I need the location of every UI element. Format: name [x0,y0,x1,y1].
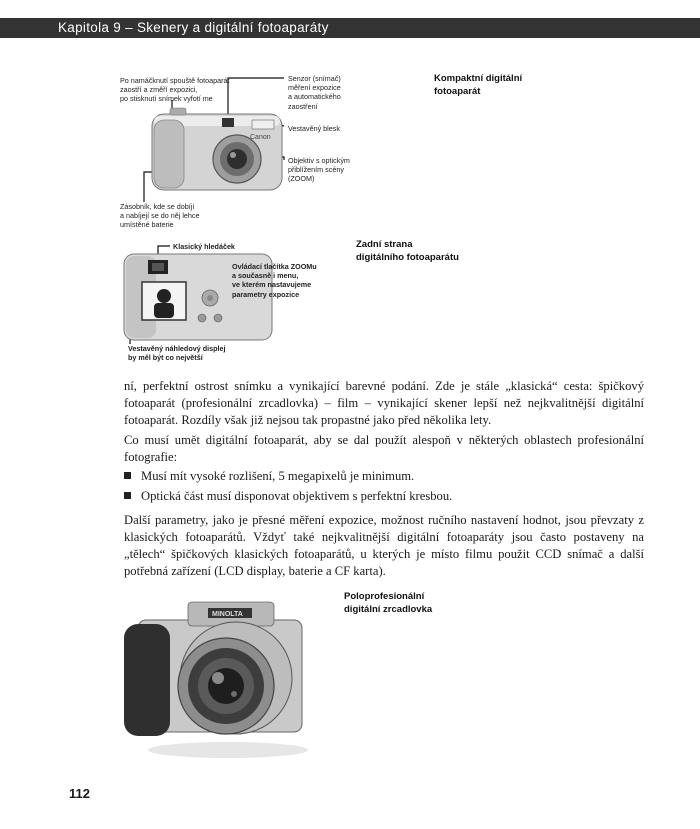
callout-battery: Zásobník, kde se dobíjí a nabíjejí se do něj lehce umístěné baterie [120,202,200,230]
body-paragraph-2: Co musí umět digitální fotoaparát, aby se dal použít alespoň v některých oblastech profesionální fotografie: [124,433,644,464]
battery-leader-line [144,172,152,202]
bullet-item-1 [124,468,414,485]
callout-zoom-buttons: Ovládací tlačítka ZOOMu a současně i menu, ve kterém nastavujeme parametry expozice [232,262,317,299]
bullet-text: Optická část musí disponovat objektivem s perfektní kresbou. [141,489,453,503]
bullet-square-icon [124,492,131,499]
body-paragraph-1: ní, perfektní ostrost snímku a vynikající barevné podání. Zde je stále „klasická“ cesta: špičkový fotoaparát (profesionální zrcadlovka) – film – vynikající skener lepší než nejkvalitnější digitální fotoaparát. Rozdíly však již nejsou tak propastné jako před několika lety. [124,379,644,427]
camera-flash [252,120,274,129]
chapter-title: Kapitola 9 – Skenery a digitální fotoaparáty [58,20,329,35]
callout-display: Vestavěný náhledový displej by měl být co největší [128,344,226,363]
dslr-camera-illustration [118,594,318,762]
figure2-caption: Zadní strana digitálního fotoaparátu [356,239,459,263]
camera-sensor [222,118,234,127]
sensor-leader-line [228,78,284,118]
set-button [214,314,222,322]
bullet-square-icon [124,472,131,479]
chapter-header-bar [0,18,700,38]
dslr-brand-label: MINOLTA [212,611,243,618]
camera-grip [154,120,184,188]
page-number: 112 [69,786,90,801]
callout-viewfinder: Klasický hledáček [173,242,235,251]
menu-button [198,314,206,322]
callout-lens: Objektiv s optickým přiblížením scény (ZOOM) [288,156,350,184]
camera-brand-label: Canon [250,134,271,141]
dslr-grip [124,624,170,736]
callout-flash: Vestavěný blesk [288,124,340,133]
callout-sensor: Senzor (snímač) měření expozice a automatického zaostření [288,74,341,111]
figure1-caption: Kompaktní digitální fotoaparát [434,73,523,97]
figure3-caption: Poloprofesionální digitální zrcadlovka [344,591,433,615]
bullet-item-2 [124,488,452,505]
bullet-text: Musí mít vysoké rozlišení, 5 megapixelů je minimum. [141,469,415,483]
body-paragraph-3: Další parametry, jako je přesné měření expozice, možnost ručního nastavení hodnot, jsou převzaty z klasických fotoaparátů. Vždyť také nejkvalitnější digitální fotoaparáty jsou často postaveny na „tělech“ špičkových klasických fotoaparátů, u kterých je místo filmu použit CCD snímač a další potřebná zařízení (LCD display, baterie a CF karta). [124,513,644,578]
callout-shutter: Po namáčknutí spouště fotoaparát zaostří a změří expozici, po stisknutí snímek vyfotí me [120,76,230,104]
